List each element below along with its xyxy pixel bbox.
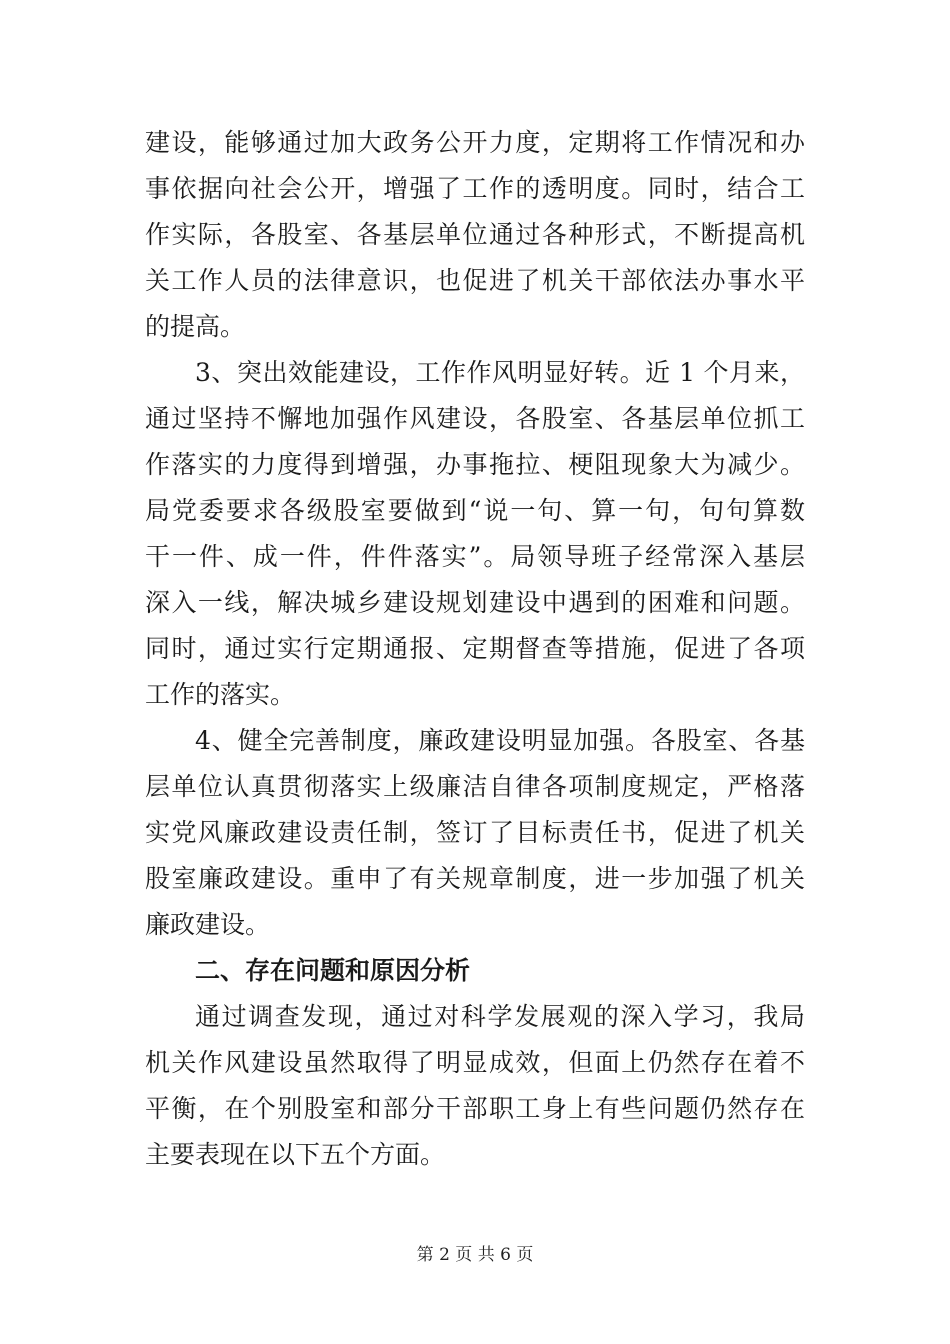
paragraph-line: 股室廉政建设。重申了有关规章制度，进一步加强了机关 (145, 864, 805, 893)
section-heading: 二、存在问题和原因分析 (195, 956, 471, 985)
paragraph-line: 建设，能够通过加大政务公开力度，定期将工作情况和办 (145, 128, 805, 157)
paragraph-line: 作实际，各股室、各基层单位通过各种形式，不断提高机 (145, 220, 805, 249)
paragraph-line: 3、突出效能建设，工作作风明显好转。近 1 个月来， (195, 358, 805, 387)
paragraph-line: 通过坚持不懈地加强作风建设，各股室、各基层单位抓工 (145, 404, 805, 433)
page-number-footer: 第 2 页 共 6 页 (416, 1245, 534, 1265)
paragraph-line: 机关作风建设虽然取得了明显成效，但面上仍然存在着不 (145, 1048, 805, 1077)
paragraph-line: 工作的落实。 (145, 680, 296, 709)
paragraph-line: 通过调查发现，通过对科学发展观的深入学习，我局 (195, 1002, 805, 1031)
paragraph-line: 局党委要求各级股室要做到“说一句、算一句，句句算数 (145, 496, 805, 525)
paragraph-line: 的提高。 (145, 312, 246, 341)
paragraph-line: 事依据向社会公开，增强了工作的透明度。同时，结合工 (145, 174, 805, 203)
paragraph-line: 干一件、成一件，件件落实”。局领导班子经常深入基层 (145, 542, 805, 571)
paragraph-line: 层单位认真贯彻落实上级廉洁自律各项制度规定，严格落 (145, 772, 805, 801)
paragraph-line: 实党风廉政建设责任制，签订了目标责任书，促进了机关 (145, 818, 805, 847)
paragraph-line: 廉政建设。 (145, 910, 271, 939)
paragraph-line: 平衡，在个别股室和部分干部职工身上有些问题仍然存在 (145, 1094, 805, 1123)
paragraph-line: 关工作人员的法律意识，也促进了机关干部依法办事水平 (145, 266, 805, 295)
paragraph-line: 4、健全完善制度，廉政建设明显加强。各股室、各基 (195, 726, 805, 755)
paragraph-line: 同时，通过实行定期通报、定期督查等措施，促进了各项 (145, 634, 805, 663)
paragraph-line: 主要表现在以下五个方面。 (145, 1140, 446, 1169)
paragraph-line: 深入一线，解决城乡建设规划建设中遇到的困难和问题。 (145, 588, 805, 617)
paragraph-line: 作落实的力度得到增强，办事拖拉、梗阻现象大为减少。 (145, 450, 805, 479)
